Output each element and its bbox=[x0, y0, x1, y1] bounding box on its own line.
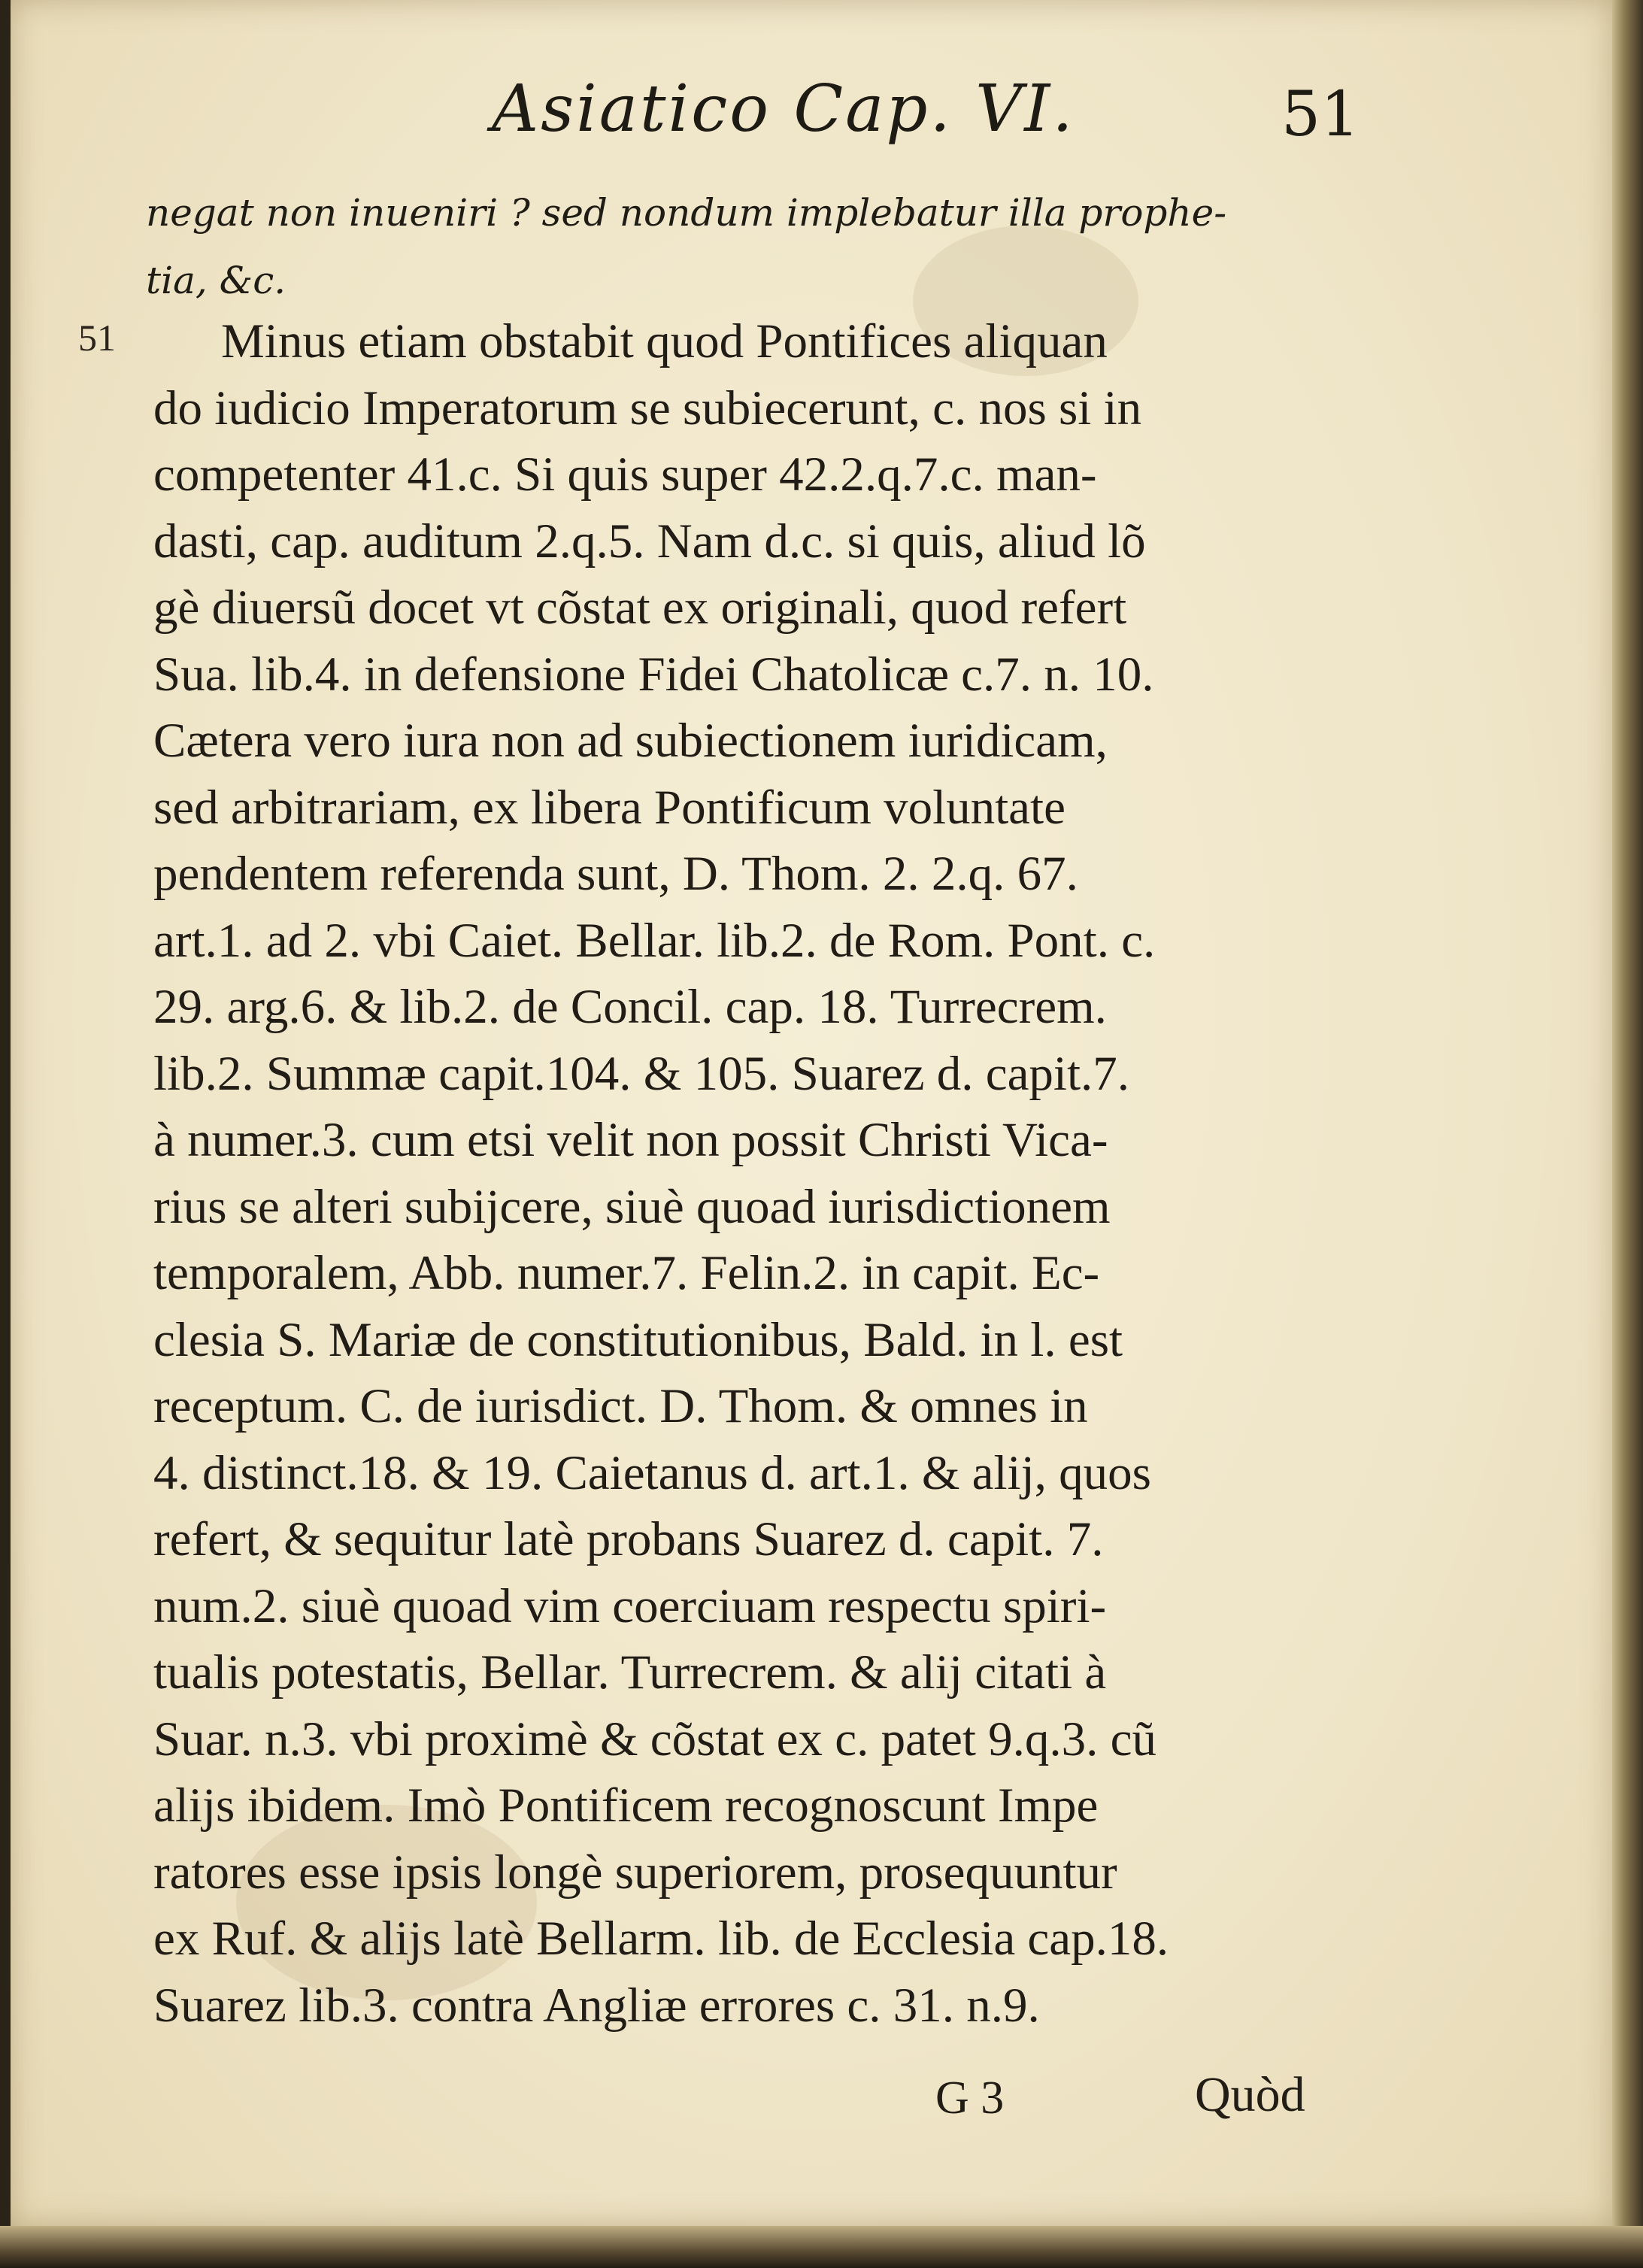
body-line: Suarez lib.3. contra Angliæ errores c. 31. n.9. bbox=[153, 1978, 1040, 2033]
running-head bbox=[11, 71, 1612, 154]
body-line: lib.2. Summæ capit.104. & 105. Suarez d. capit.7. bbox=[153, 1046, 1130, 1101]
body-line: à numer.3. cum etsi velit non possit Christi Vica- bbox=[153, 1113, 1108, 1167]
book-edge-bottom bbox=[0, 2226, 1643, 2268]
italic-line: negat non inueniri ? sed nondum implebatur illa prophe- bbox=[146, 191, 1227, 235]
body-line: temporalem, Abb. numer.7. Felin.2. in capit. Ec- bbox=[153, 1246, 1100, 1300]
body-line: competenter 41.c. Si quis super 42.2.q.7.c. man- bbox=[153, 447, 1097, 502]
running-title: Asiatico Cap. VI. bbox=[492, 71, 1075, 147]
body-line: 29. arg.6. & lib.2. de Concil. cap. 18. Turrecrem. bbox=[153, 980, 1107, 1034]
book-page bbox=[11, 0, 1612, 2226]
body-line: 4. distinct.18. & 19. Caietanus d. art.1. & alij, quos bbox=[153, 1445, 1151, 1500]
body-line: rius se alteri subijcere, siuè quoad iurisdictionem bbox=[153, 1179, 1111, 1234]
body-line: ex Ruf. & alijs latè Bellarm. lib. de Ecclesia cap.18. bbox=[153, 1912, 1169, 1966]
body-line: sed arbitrariam, ex libera Pontificum voluntate bbox=[153, 780, 1066, 835]
body-line: pendentem referenda sunt, D. Thom. 2. 2.q. 67. bbox=[153, 847, 1078, 901]
body-line: alijs ibidem. Imò Pontificem recognoscunt Impe bbox=[153, 1778, 1099, 1833]
catchword: Quòd bbox=[1195, 2067, 1305, 2122]
body-line: dasti, cap. auditum 2.q.5. Nam d.c. si quis, aliud lõ bbox=[153, 514, 1146, 569]
body-line: gè diuersũ docet vt cõstat ex originali, quod refert bbox=[153, 581, 1127, 635]
body-line: clesia S. Mariæ de constitutionibus, Bald. in l. est bbox=[153, 1312, 1123, 1367]
body-line: Cætera vero iura non ad subiectionem iuridicam, bbox=[153, 714, 1108, 768]
body-line: refert, & sequitur latè probans Suarez d. capit. 7. bbox=[153, 1512, 1104, 1566]
body-line: art.1. ad 2. vbi Caiet. Bellar. lib.2. de Rom. Pont. c. bbox=[153, 913, 1156, 968]
italic-quotation bbox=[146, 179, 1364, 314]
signature-mark: G 3 bbox=[935, 2072, 1005, 2124]
body-line: do iudicio Imperatorum se subiecerunt, c. nos si in bbox=[153, 381, 1142, 435]
body-line: tualis potestatis, Bellar. Turrecrem. & alij citati à bbox=[153, 1645, 1107, 1699]
margin-paragraph-number: 51 bbox=[78, 317, 116, 359]
book-edge-right bbox=[1612, 0, 1643, 2268]
folio-number: 51 bbox=[1281, 79, 1360, 150]
body-line: num.2. siuè quoad vim coerciuam respectu spiri- bbox=[153, 1578, 1107, 1633]
body-line: Minus etiam obstabit quod Pontifices aliquan bbox=[221, 314, 1108, 368]
italic-line: tia, &c. bbox=[146, 259, 286, 302]
body-line: ratores esse ipsis longè superiorem, prosequuntur bbox=[153, 1845, 1117, 1900]
body-line: receptum. C. de iurisdict. D. Thom. & omnes in bbox=[153, 1379, 1088, 1433]
body-paragraph bbox=[153, 308, 1364, 2039]
body-line: Suar. n.3. vbi proximè & cõstat ex c. patet 9.q.3. cũ bbox=[153, 1712, 1157, 1766]
body-line: Sua. lib.4. in defensione Fidei Chatolicæ c.7. n. 10. bbox=[153, 647, 1154, 702]
